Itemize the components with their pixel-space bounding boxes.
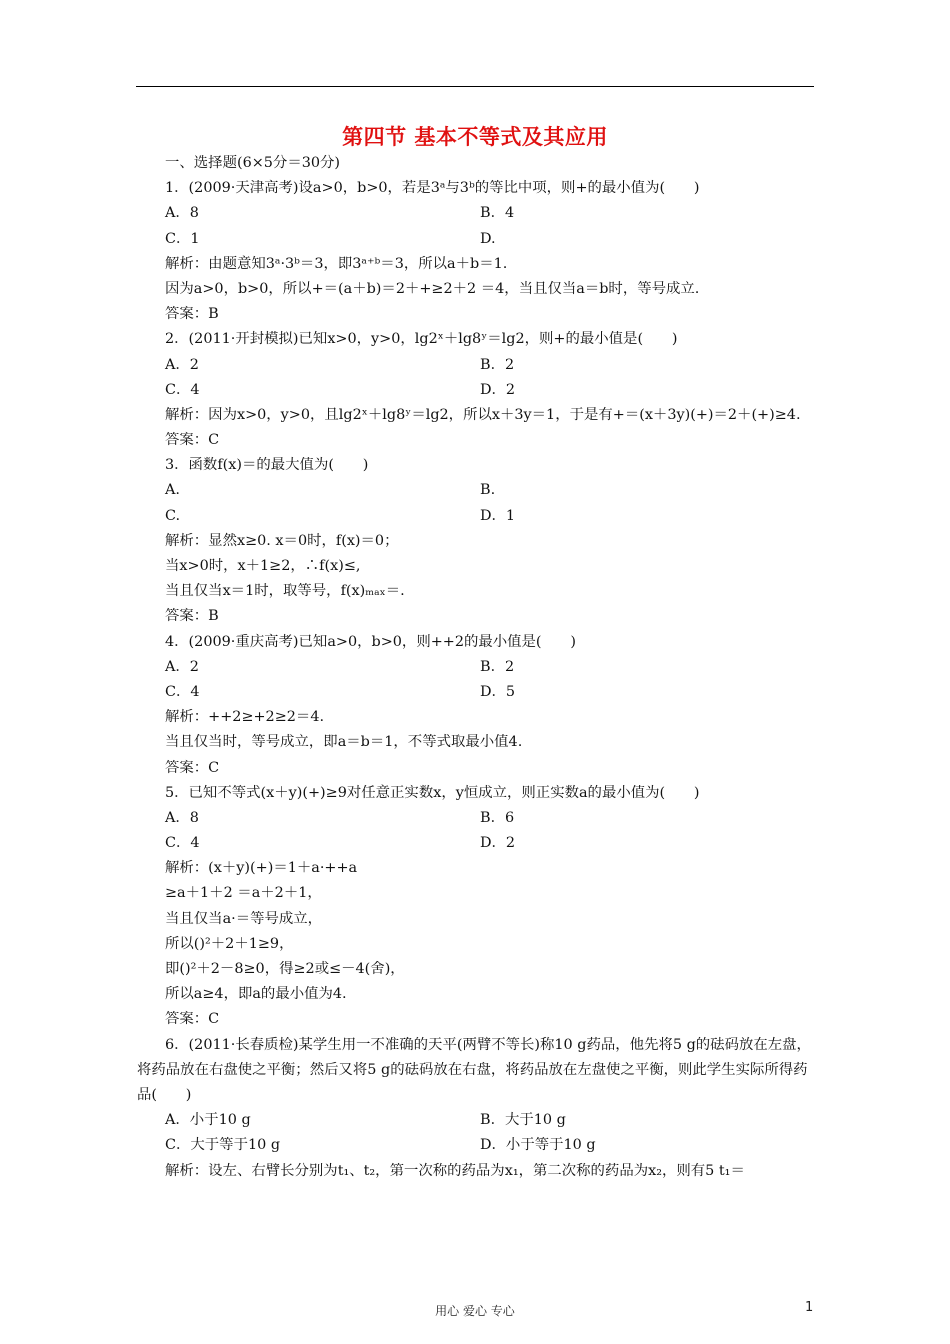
- question-1-solution: 解析：由题意知3ᵃ·3ᵇ＝3，即3ᵃ⁺ᵇ＝3，所以a＋b＝1.: [165, 255, 508, 272]
- option-b: B．2: [480, 658, 515, 675]
- question-3-answer: 答案：B: [165, 608, 219, 625]
- question-1-options-row2: [137, 227, 815, 252]
- option-d: D．5: [480, 683, 516, 700]
- question-1-answer: 答案：B: [165, 306, 219, 323]
- option-d: D.: [480, 230, 496, 247]
- question-2-answer: 答案：C: [165, 432, 220, 449]
- question-4-solution: 解析：++2≥+2≥2＝4.: [165, 709, 325, 726]
- option-b: B．4: [480, 205, 515, 222]
- question-5-answer: 答案：C: [165, 1011, 220, 1028]
- question-4-answer: 答案：C: [165, 759, 220, 776]
- question-2-options-row1: [137, 353, 815, 378]
- question-1-solution-cont: 因为a>0，b>0，所以+＝(a＋b)＝2＋+≥2＋2 ＝4，当且仅当a＝b时，等号成立.: [165, 280, 700, 297]
- option-c: C．大于等于10 g: [165, 1137, 281, 1154]
- question-5-solution: 解析：(x＋y)(+)＝1＋a·++a: [165, 860, 358, 877]
- question-6-options-row1: [137, 1108, 815, 1133]
- question-4-stem: 4．(2009·重庆高考)已知a>0，b>0，则++2的最小值是( ): [165, 633, 576, 650]
- question-1-options-row1: [137, 201, 815, 226]
- question-4-options-row1: [137, 655, 815, 680]
- question-3-solution-cont: 当且仅当x＝1时，取等号，f(x)ₘₐₓ＝.: [165, 583, 405, 600]
- option-d: D．1: [480, 507, 516, 524]
- option-a: A．小于10 g: [165, 1112, 251, 1129]
- question-6-solution: 解析：设左、右臂长分别为t₁、t₂，第一次称的药品为x₁，第二次称的药品为x₂，则有5 t₁＝: [165, 1162, 745, 1179]
- option-a: A．2: [165, 658, 199, 675]
- question-5-solution-cont: ≥a＋1＋2 ＝a＋2＋1，: [165, 885, 322, 902]
- question-5-options-row2: [137, 831, 815, 856]
- option-b: B．2: [480, 356, 515, 373]
- option-d: D．小于等于10 g: [480, 1137, 596, 1154]
- question-5-options-row1: [137, 806, 815, 831]
- question-2-stem: 2．(2011·开封模拟)已知x>0，y>0，lg2ˣ＋lg8ʸ＝lg2，则+的最小值是( ): [165, 331, 678, 348]
- section-heading: 一、选择题(6×5分＝30分): [165, 155, 341, 171]
- option-a: A．8: [165, 205, 199, 222]
- question-5-solution-cont: 所以()²＋2＋1≥9，: [165, 935, 294, 952]
- option-c: C．4: [165, 381, 200, 398]
- option-a: A．2: [165, 356, 199, 373]
- question-4-options-row2: [137, 680, 815, 705]
- header-rule: [136, 86, 814, 87]
- question-5-solution-cont: 即()²＋2－8≥0，得≥2或≤－4(舍)，: [165, 961, 405, 978]
- page-footer: 用心 爱心 专心: [435, 1304, 515, 1318]
- option-a: A.: [165, 482, 180, 499]
- question-3-solution-cont: 当x>0时，x＋1≥2，∴f(x)≤,: [165, 558, 361, 575]
- option-b: B．大于10 g: [480, 1112, 566, 1129]
- option-d: D．2: [480, 381, 516, 398]
- question-5-solution-cont: 所以a≥4，即a的最小值为4.: [165, 986, 347, 1003]
- option-c: C．4: [165, 683, 200, 700]
- question-3-options-row2: [137, 504, 815, 529]
- question-1-stem: 1．(2009·天津高考)设a>0，b>0，若是3ᵃ与3ᵇ的等比中项，则+的最小值为( ): [165, 180, 700, 197]
- page-number: 1: [805, 1300, 814, 1315]
- option-d: D．2: [480, 835, 516, 852]
- document-body: [137, 151, 815, 1184]
- question-6-stem: 6．(2011·长春质检)某学生用一不准确的天平(两臂不等长)称10 g药品，他先将5 g的砝码放在左盘，将药品放在右盘使之平衡；然后又将5 g的砝码放在右盘，将药品放在左盘使之平衡，则此学生实际所得药品( ): [137, 1036, 811, 1103]
- option-b: B.: [480, 482, 496, 499]
- question-2-options-row2: [137, 378, 815, 403]
- question-6-options-row2: [137, 1133, 815, 1158]
- question-4-solution-cont: 当且仅当时，等号成立，即a＝b＝1，不等式取最小值4.: [165, 734, 523, 751]
- question-2-solution: 解析：因为x>0，y>0，且lg2ˣ＋lg8ʸ＝lg2，所以x＋3y＝1，于是有+＝(x＋3y)(+)＝2＋(+)≥4.: [165, 406, 801, 423]
- option-c: C．1: [165, 230, 200, 247]
- option-c: C.: [165, 507, 181, 524]
- page-title: 第四节 基本不等式及其应用: [342, 125, 608, 149]
- option-c: C．4: [165, 835, 200, 852]
- option-b: B．6: [480, 809, 515, 826]
- question-5-stem: 5．已知不等式(x＋y)(+)≥9对任意正实数x，y恒成立，则正实数a的最小值为( ): [165, 784, 700, 801]
- option-a: A．8: [165, 809, 199, 826]
- question-3-solution: 解析：显然x≥0. x＝0时，f(x)＝0；: [165, 532, 399, 549]
- question-5-solution-cont: 当且仅当a·＝等号成立，: [165, 910, 323, 927]
- question-3-stem: 3．函数f(x)＝的最大值为( ): [165, 457, 369, 474]
- question-3-options-row1: [137, 478, 815, 503]
